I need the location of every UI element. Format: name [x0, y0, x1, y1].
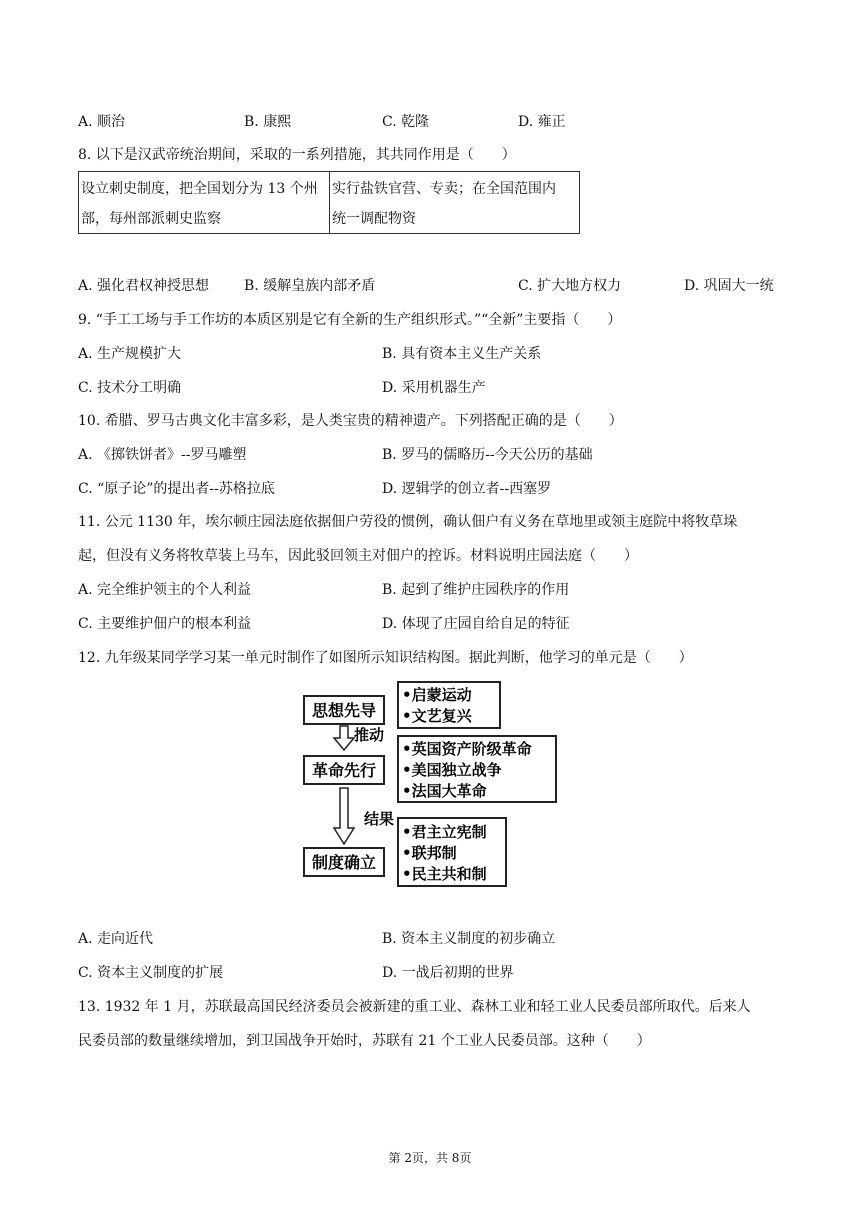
diagram-list2-item-1: •英国资产阶级革命 [402, 740, 532, 758]
q11-stem-line2: 起，但没有义务将牧草装上马车，因此驳回领主对佃户的控诉。材料说明庄园法庭（ ） [78, 548, 638, 564]
q8-table-cell-1 [79, 172, 330, 233]
diagram-arrow-1 [334, 726, 354, 750]
q11-option-b: B. 起到了维护庄园秩序的作用 [382, 582, 570, 598]
q8-cell1-line2: 部，每州部派刺史监察 [81, 211, 221, 227]
q12-stem: 12. 九年级某同学学习某一单元时制作了如图所示知识结构图。据此判断，他学习的单元是（ ） [78, 650, 693, 666]
q10-option-d: D. 逻辑学的创立者--西塞罗 [382, 481, 552, 497]
q9-option-a: A. 生产规模扩大 [78, 346, 182, 362]
q13-stem-line1: 13. 1932 年 1 月，苏联最高国民经济委员会被新建的重工业、森林工业和轻工业人民委员部所取代。后来人 [78, 999, 751, 1015]
q7-option-c: C. 乾隆 [382, 114, 430, 130]
q8-table-cell-2 [330, 172, 579, 233]
q12-knowledge-diagram [302, 678, 560, 890]
diagram-box-1-label: 思想先导 [311, 701, 377, 720]
q12-option-d: D. 一战后初期的世界 [382, 965, 514, 981]
q8-option-a: A. 强化君权神授思想 [78, 278, 210, 294]
q10-option-c: C. “原子论”的提出者--苏格拉底 [78, 481, 275, 497]
q12-option-c: C. 资本主义制度的扩展 [78, 965, 224, 981]
diagram-box-2-label: 革命先行 [311, 761, 377, 780]
q8-cell2-line1: 实行盐铁官营、专卖；在全国范围内 [332, 181, 556, 197]
diagram-list3-item-3: •民主共和制 [402, 865, 487, 883]
q9-option-b: B. 具有资本主义生产关系 [382, 346, 542, 362]
diagram-list1-item-2: •文艺复兴 [402, 707, 472, 725]
q12-option-b: B. 资本主义制度的初步确立 [382, 931, 556, 947]
q7-option-b: B. 康熙 [244, 114, 292, 130]
diagram-list3-item-2: •联邦制 [402, 844, 457, 862]
q11-option-c: C. 主要维护佃户的根本利益 [78, 616, 252, 632]
q9-option-d: D. 采用机器生产 [382, 380, 486, 396]
diagram-list2-item-2: •美国独立战争 [402, 761, 502, 779]
q13-stem-line2: 民委员部的数量继续增加，到卫国战争开始时，苏联有 21 个工业人民委员部。这种（ ） [78, 1033, 651, 1049]
q10-option-b: B. 罗马的儒略历--今天公历的基础 [382, 447, 593, 463]
page-footer: 第 2页，共 8页 [388, 1151, 472, 1165]
q8-cell1-line1: 设立刺史制度，把全国划分为 13 个州 [81, 181, 318, 197]
diagram-arrow-2 [334, 788, 354, 844]
q9-stem: 9. “手工工场与手工作坊的本质区别是它有全新的生产组织形式。”“全新”主要指（ ） [78, 312, 622, 328]
q11-option-d: D. 体现了庄园自给自足的特征 [382, 616, 570, 632]
q8-option-c: C. 扩大地方权力 [518, 278, 622, 294]
q11-option-a: A. 完全维护领主的个人利益 [78, 582, 252, 598]
q9-option-c: C. 技术分工明确 [78, 380, 182, 396]
q11-stem-line1: 11. 公元 1130 年，埃尔顿庄园法庭依据佃户劳役的惯例，确认佃户有义务在草地里或领主庭院中将牧草垛 [78, 514, 738, 530]
q10-stem: 10. 希腊、罗马古典文化丰富多彩，是人类宝贵的精神遗产。下列搭配正确的是（ ） [78, 413, 623, 429]
q8-table [78, 171, 580, 234]
q7-option-a: A. 顺治 [78, 114, 126, 130]
diagram-list1-item-1: •启蒙运动 [402, 686, 472, 704]
diagram-arrow-2-label: 结果 [364, 810, 395, 828]
q8-stem: 8. 以下是汉武帝统治期间，采取的一系列措施，其共同作用是（ ） [78, 147, 516, 163]
diagram-list3-item-1: •君主立宪制 [402, 823, 487, 841]
diagram-box-3-label: 制度确立 [311, 853, 377, 872]
q8-cell2-line2: 统一调配物资 [332, 211, 416, 227]
q8-option-b: B. 缓解皇族内部矛盾 [244, 278, 376, 294]
q12-option-a: A. 走向近代 [78, 931, 154, 947]
q7-option-d: D. 雍正 [518, 114, 566, 130]
diagram-arrow-1-label: 推动 [354, 726, 385, 744]
q10-option-a: A. 《掷铁饼者》--罗马雕塑 [78, 447, 247, 463]
q8-option-d: D. 巩固大一统 [684, 278, 774, 294]
diagram-list2-item-3: •法国大革命 [402, 782, 487, 800]
